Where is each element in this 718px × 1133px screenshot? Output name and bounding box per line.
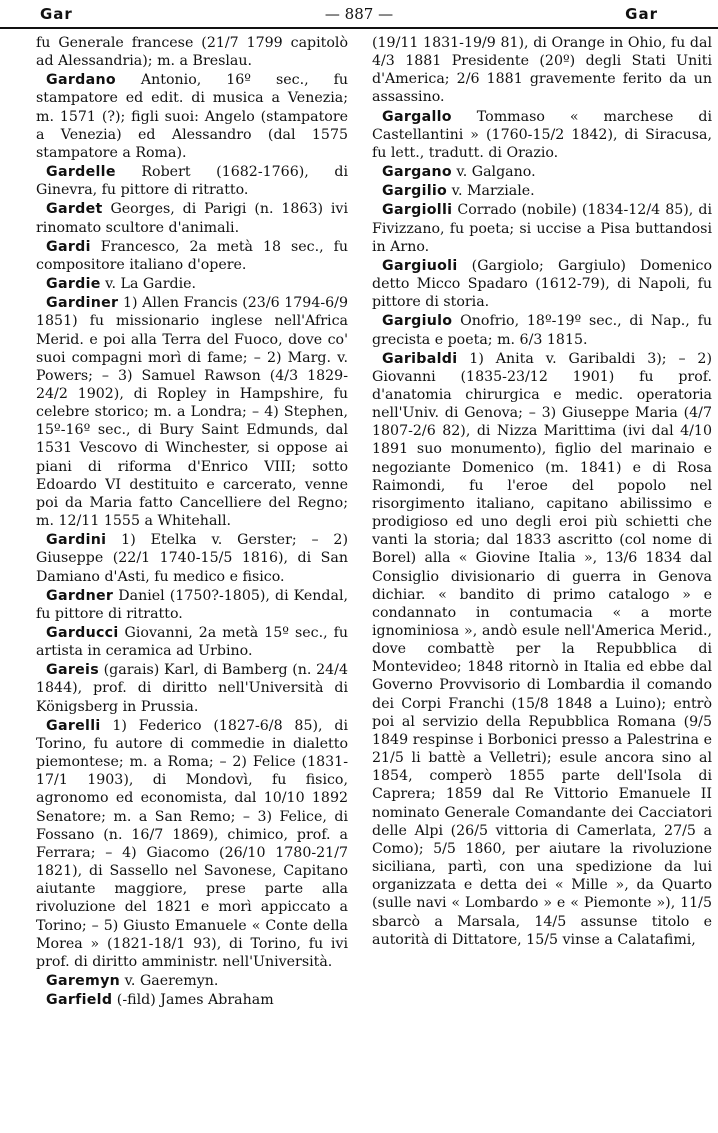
dictionary-entry (36, 717, 348, 971)
left-column (36, 34, 348, 1129)
entry-text: v. Gaeremyn. (120, 972, 219, 989)
header-left-guideword: Gar (40, 5, 73, 23)
entry-headword: Gardelle (46, 164, 116, 181)
entry-text: v. La Gardie. (100, 276, 197, 293)
dictionary-entry (36, 624, 348, 660)
entry-headword: Gargano (382, 164, 452, 181)
dictionary-entry (36, 661, 348, 715)
entry-text: Corrado (nobile) (1834-12/4 85), di Fivizzano, fu poeta; si uccise a Pisa buttandosi in Arno. (372, 202, 712, 255)
dictionary-entry (372, 312, 712, 348)
entry-headword: Gareis (46, 662, 99, 679)
entry-headword: Garducci (46, 625, 119, 641)
dictionary-entry (372, 201, 712, 255)
dictionary-entry (36, 531, 348, 585)
entry-text: 1) Anita v. Garibaldi 3); – 2) Giovanni (1835-23/12 1901) fu prof. d'anatomia chirurgica e medic. operatoria nell'Univ. di Genova; – 3) Giuseppe Maria (4/7 1807-2/6 82), di Nizza Marittima (ivi dal 4/10 1891 suo monumento), figlio del marinaio e negoziante Domenico (m. 1841) e di Rosa Raimondi, fu l'eroe del popolo nel risorgimento italiano, capitano abilissimo e prodigioso ed uno degli eroi più schietti che vanti la storia; dal 1833 ascritto (col nome di Borel) alla « Giovine Italia », 13/6 1834 dal Consiglio divisionario di guerra in Genova dichiar. « bandito di primo catalogo » e condannato in contumacia « a morte ignominiosa », andò esule nell'America Merid., dove combattè per la Repubblica di Montevideo; 1848 ritornò in Italia ed ebbe dal Governo Provvisorio di Lombardia il comando dei Corpi Franchi (15/8 1848 a Luino); entrò poi al servizio della Repubblica Romana (9/5 1849 respinse i Borbonici presso a Palestrina e 21/5 li battè a Velletri); esule ancora sino al 1854, comperò 1855 parte dell'Isola di Caprera; 1859 dal Re Vittorio Emanuele II nominato Generale Comandante dei Cacciatori delle Alpi (26/5 vittoria di Camerlata, 27/5 a Como); 5/5 1860, per aiutare la rivoluzione siciliana, partì, con una spedizione da lui organizzata e detta dei « Mille », da Quarto (sulle navi « Lombardo » e « Piemonte »), 11/5 sbarcò a Marsala, 14/5 assunse titolo e autorità di Dittatore, 15/5 vinse a Calatafimi, (372, 350, 712, 948)
dictionary-entry (372, 257, 712, 311)
dictionary-entry (36, 71, 348, 162)
header-right-guideword: Gar (625, 5, 658, 23)
entry-text: fu Generale francese (21/7 1799 capitolò ad Alessandria); m. a Breslau. (36, 35, 348, 70)
entry-headword: Gardini (46, 532, 107, 549)
entry-headword: Garibaldi (382, 350, 458, 367)
entry-headword: Gargiuoli (382, 257, 458, 274)
entry-text: 1) Etelka v. Gerster; – 2) Giuseppe (22/1 1740-15/5 1816), di San Damiano d'Asti, fu medico e fisico. (36, 532, 348, 585)
dictionary-entry (36, 991, 348, 1009)
dictionary-entry (36, 972, 348, 990)
entry-headword: Gargallo (382, 108, 452, 125)
entry-headword: Garelli (46, 717, 101, 734)
dictionary-entry (36, 587, 348, 623)
entry-headword: Gargiolli (382, 202, 453, 219)
entry-text: Georges, di Parigi (n. 1863) ivi rinomato scultore d'animali. (36, 201, 348, 236)
entry-text: (Gargiolo; Gargiulo) Domenico detto Micco Spadaro (1612-79), di Napoli, fu pittore di storia. (372, 257, 712, 311)
entry-text: (19/11 1831-19/9 81), di Orange in Ohio, fu dal 4/3 1881 Presidente (20º) degli Stati Uniti d'America; 2/6 1881 gravemente ferito da un assassino. (372, 35, 712, 106)
dictionary-entry (372, 163, 712, 181)
dictionary-entry (36, 200, 348, 236)
entry-headword: Gardner (46, 587, 114, 604)
entry-text: Onofrio, 18º-19º sec., di Nap., fu grecista e poeta; m. 6/3 1815. (372, 313, 712, 348)
entry-text: Robert (1682-1766), di Ginevra, fu pittore di ritratto. (36, 164, 348, 199)
entry-headword: Gargilio (382, 183, 448, 200)
entry-text: v. Galgano. (451, 164, 536, 181)
right-column (372, 34, 712, 1129)
entry-text: 1) Allen Francis (23/6 1794-6/9 1851) fu missionario inglese nell'Africa Merid. e poi alla Terra del Fuoco, dove co' suoi compagni morì di fame; – 2) Marg. v. Powers; – 3) Samuel Rawson (4/3 1829-24/2 1902), di Ropley in Hampshire, fu celebre storico; m. a Londra; – 4) Stephen, 15º-16º sec., di Bury Saint Edmunds, dal 1531 Vescovo di Winchester, si oppose ai piani di riforma d'Enrico VIII; sotto Edoardo VI destituito e carcerato, venne poi da Maria fatto Cancelliere del Regno; m. 12/11 1555 a Whitehall. (36, 295, 348, 530)
dictionary-entry (36, 238, 348, 274)
entry-headword: Gardi (46, 238, 91, 255)
entry-text: (-fild) James Abraham (112, 992, 274, 1009)
page-number: — 887 — (324, 5, 394, 23)
entry-headword: Gardiner (46, 295, 119, 312)
entry-text: 1) Federico (1827-6/8 85), di Torino, fu autore di commedie in dialetto piemontese; m. a Roma; – 2) Felice (1831-17/1 1903), di Mondovì, fu fisico, agronomo ed economista, dal 10/10 1892 Senatore; m. a San Remo; – 3) Felice, di Fossano (n. 16/7 1869), chimico, prof. a Ferrara; – 4) Giacomo (26/10 1780-21/7 1821), di Sassello nel Savonese, Capitano aiutante maggiore, prese parte alla rivoluzione del 1821 e morì appiccato a Torino; – 5) Giusto Emanuele « Conte della Morea » (1821-18/1 93), di Torino, fu ivi prof. di diritto amministr. nell'Università. (36, 717, 348, 970)
entry-headword: Gardano (46, 72, 116, 89)
entry-text: Francesco, 2a metà 18 sec., fu compositore italiano d'opere. (36, 238, 348, 273)
entry-headword: Gargiulo (382, 313, 453, 330)
dictionary-entry (36, 275, 348, 293)
entry-text: Giovanni, 2a metà 15º sec., fu artista in ceramica ad Urbino. (36, 625, 348, 660)
entry-text: Tommaso « marchese di Castellantini » (1760-15/2 1842), di Siracusa, fu lett., tradutt. di Orazio. (372, 108, 712, 161)
dictionary-entry (372, 108, 712, 162)
dictionary-entry (372, 182, 712, 200)
dictionary-entry (372, 350, 712, 949)
page-header (0, 2, 718, 28)
entry-text: (garais) Karl, di Bamberg (n. 24/4 1844), prof. di diritto nell'Università di Königsberg in Prussia. (36, 662, 348, 715)
header-rule (0, 27, 718, 29)
entry-headword: Gardet (46, 201, 103, 218)
dictionary-entry (372, 34, 712, 107)
entry-text: Antonio, 16º sec., fu stampatore ed edit. di musica a Venezia; m. 1571 (?); figli suoi: Angelo (stampatore a Venezia) ed Alessandro (dal 1575 stampatore a Roma). (36, 72, 348, 161)
entry-headword: Garfield (46, 992, 113, 1009)
dictionary-entry (36, 34, 348, 70)
dictionary-entry (36, 294, 348, 530)
entry-headword: Gardie (46, 276, 101, 293)
entry-text: v. Marziale. (447, 183, 535, 200)
entry-text: Daniel (1750?-1805), di Kendal, fu pittore di ritratto. (36, 587, 348, 622)
dictionary-entry (36, 163, 348, 199)
entry-headword: Garemyn (46, 972, 121, 989)
